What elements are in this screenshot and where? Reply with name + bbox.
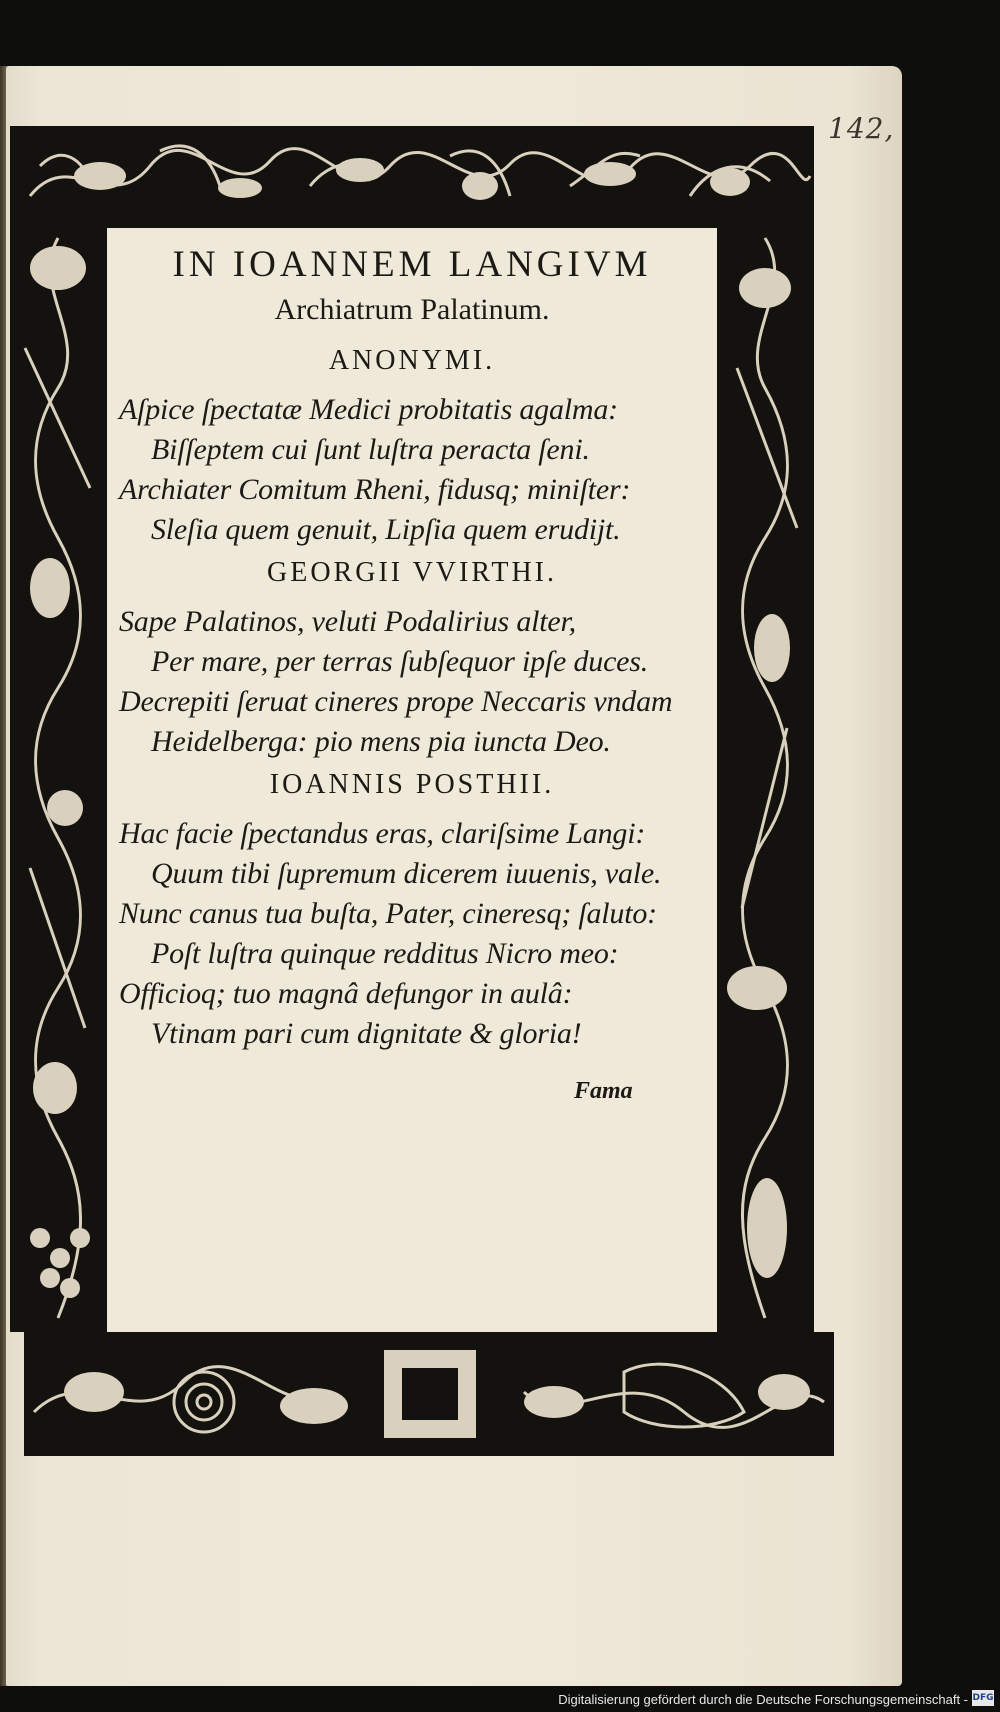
woodcut-border-bottom [24, 1332, 834, 1456]
section-author: GEORGII VVIRTHI. [267, 557, 557, 588]
heading-subtitle: Archiatrum Palatinum. [274, 293, 550, 326]
verse-line: Archiater Comitum Rheni, fidusq; miniſter: [119, 473, 631, 506]
verse-line: Heidelberga: pio mens pia iuncta Deo. [151, 725, 611, 758]
catchword: Fama [574, 1078, 633, 1104]
verse-line: Poſt luſtra quinque redditus Nicro meo: [151, 937, 619, 970]
digitization-footer [0, 1686, 1000, 1712]
verse-line: Hac facie ſpectandus eras, clariſsime Langi: [119, 817, 646, 850]
verse-line: Decrepiti ſeruat cineres prope Neccaris vndam [119, 685, 673, 718]
verse-line: Aſpice ſpectatæ Medici probitatis agalma: [119, 393, 618, 426]
verse-line: Nunc canus tua buſta, Pater, cineresq; ſaluto: [119, 897, 657, 930]
folio-number: 142, [828, 112, 895, 145]
woodcut-border-left [10, 228, 107, 1332]
dfg-logo: DFG [972, 1690, 994, 1706]
poem-text-block [107, 243, 717, 1057]
section-author: IOANNIS POSTHII. [269, 769, 555, 800]
footer-credit: Digitalisierung gefördert durch die Deutsche Forschungsgemeinschaft - [558, 1692, 968, 1707]
section-author: ANONYMI. [328, 345, 496, 376]
verse-line: Sleſia quem genuit, Lipſia quem erudijt. [151, 513, 621, 546]
verse-line: Per mare, per terras ſubſequor ipſe duces. [151, 645, 649, 678]
verse-line: Officioq; tuo magnâ defungor in aulâ: [119, 977, 573, 1010]
verse-line: Sape Palatinos, veluti Podalirius alter, [119, 605, 576, 638]
woodcut-border-right [717, 228, 814, 1332]
verse-line: Biſſeptem cui ſunt luſtra peracta ſeni. [151, 433, 590, 466]
verse-line: Quum tibi ſupremum dicerem iuuenis, vale. [151, 857, 662, 890]
verse-line: Vtinam pari cum dignitate & gloria! [151, 1017, 582, 1050]
woodcut-border-top [10, 126, 814, 228]
heading-title: IN IOANNEM LANGIVM [172, 244, 652, 285]
